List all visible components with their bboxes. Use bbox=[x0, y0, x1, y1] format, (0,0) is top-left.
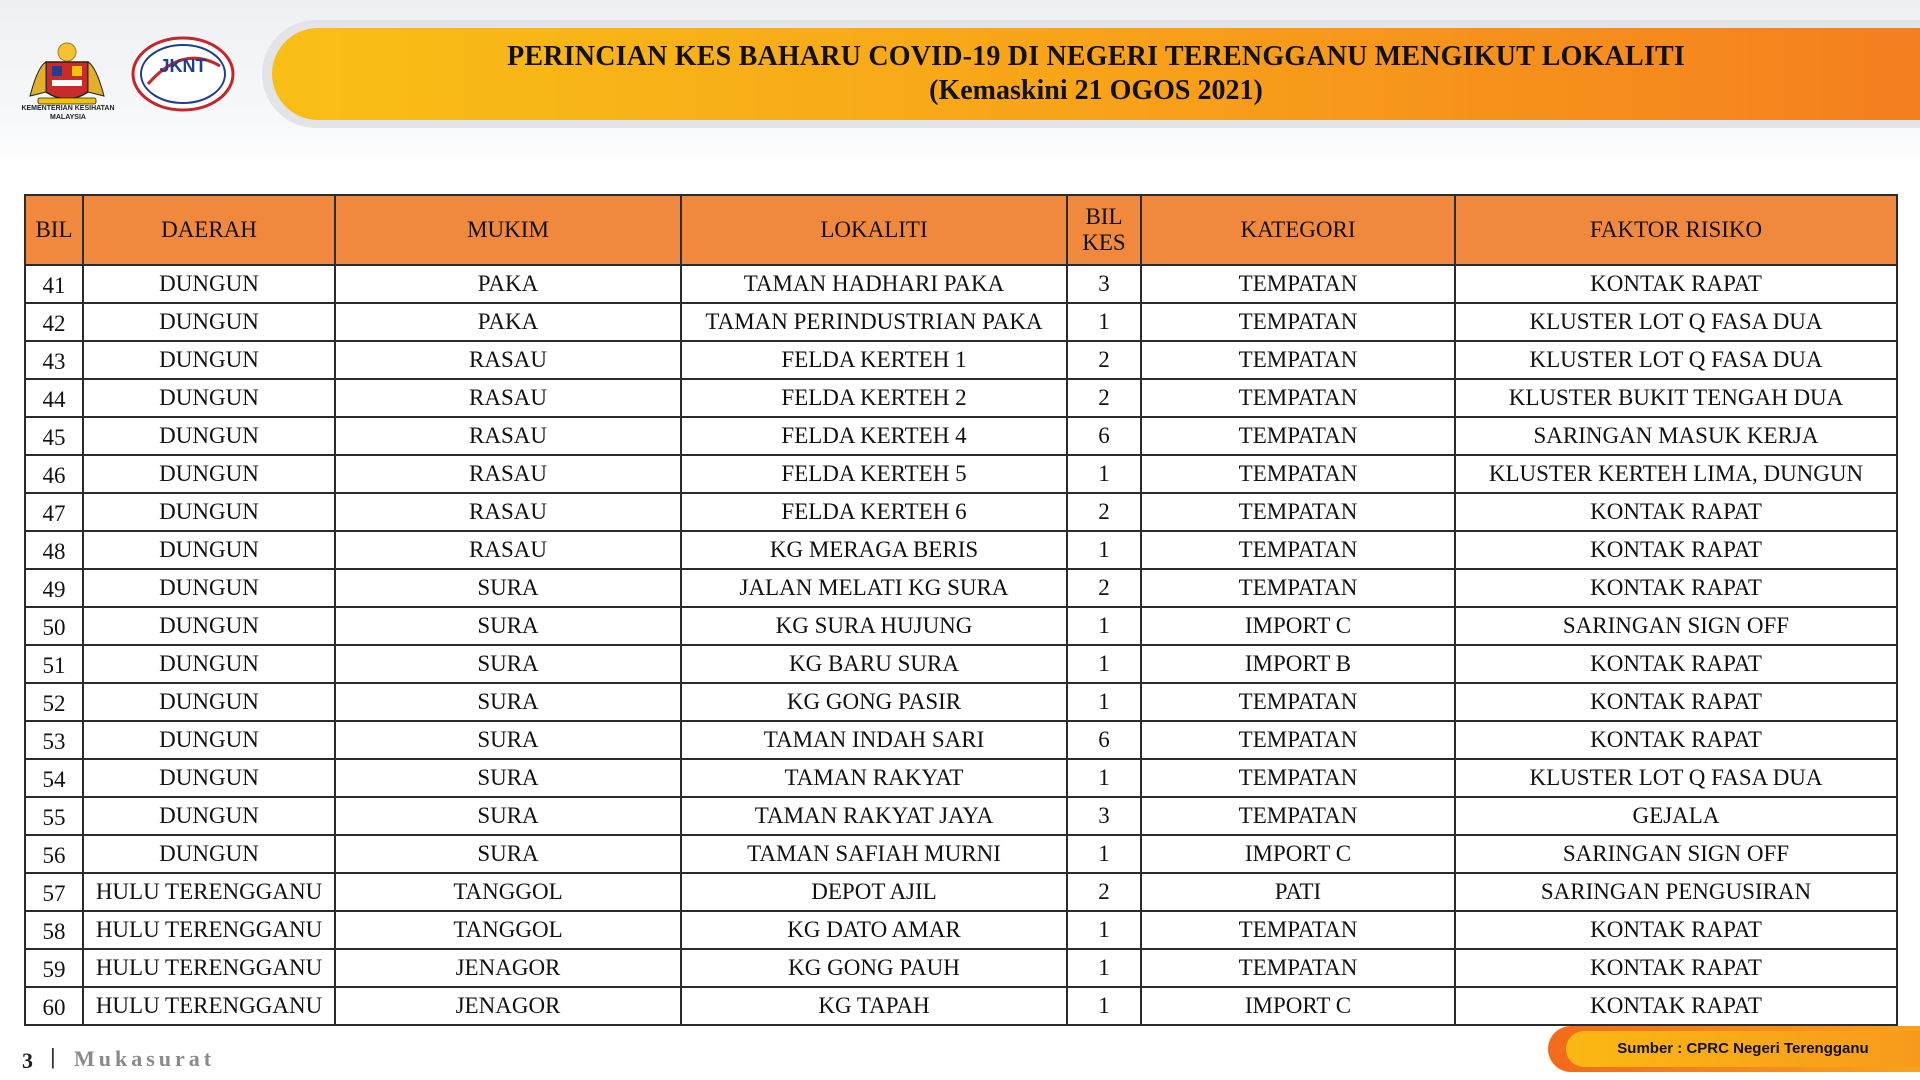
crest-caption: KEMENTERIAN KESIHATAN MALAYSIA bbox=[21, 105, 115, 121]
cell-daerah: DUNGUN bbox=[83, 645, 335, 683]
cell-faktor-risiko: KLUSTER LOT Q FASA DUA bbox=[1455, 341, 1897, 379]
cell-faktor-risiko: SARINGAN SIGN OFF bbox=[1455, 835, 1897, 873]
cell-mukim: SURA bbox=[335, 835, 681, 873]
cell-mukim: RASAU bbox=[335, 493, 681, 531]
cell-lokaliti: TAMAN SAFIAH MURNI bbox=[681, 835, 1067, 873]
cell-bil: 46 bbox=[25, 455, 83, 493]
bil-kes-line2: KES bbox=[1082, 230, 1126, 255]
cell-bil: 60 bbox=[25, 987, 83, 1025]
cell-mukim: SURA bbox=[335, 683, 681, 721]
cell-bil: 57 bbox=[25, 873, 83, 911]
cell-bil-kes: 3 bbox=[1067, 265, 1141, 303]
cell-mukim: PAKA bbox=[335, 265, 681, 303]
cell-faktor-risiko: KONTAK RAPAT bbox=[1455, 569, 1897, 607]
table-row bbox=[25, 607, 1897, 645]
cell-bil-kes: 2 bbox=[1067, 493, 1141, 531]
cell-faktor-risiko: GEJALA bbox=[1455, 797, 1897, 835]
cell-mukim: RASAU bbox=[335, 417, 681, 455]
cell-lokaliti: TAMAN HADHARI PAKA bbox=[681, 265, 1067, 303]
page-number: 3 bbox=[22, 1048, 33, 1073]
cell-bil-kes: 1 bbox=[1067, 949, 1141, 987]
cell-mukim: JENAGOR bbox=[335, 949, 681, 987]
cell-bil: 50 bbox=[25, 607, 83, 645]
cell-kategori: TEMPATAN bbox=[1141, 265, 1455, 303]
cell-kategori: TEMPATAN bbox=[1141, 569, 1455, 607]
cell-bil-kes: 1 bbox=[1067, 531, 1141, 569]
cell-kategori: TEMPATAN bbox=[1141, 303, 1455, 341]
cell-lokaliti: KG SURA HUJUNG bbox=[681, 607, 1067, 645]
cell-daerah: DUNGUN bbox=[83, 721, 335, 759]
cell-faktor-risiko: KLUSTER LOT Q FASA DUA bbox=[1455, 759, 1897, 797]
cell-faktor-risiko: KONTAK RAPAT bbox=[1455, 683, 1897, 721]
cell-daerah: DUNGUN bbox=[83, 683, 335, 721]
cell-kategori: IMPORT C bbox=[1141, 835, 1455, 873]
cell-bil: 58 bbox=[25, 911, 83, 949]
cell-bil-kes: 2 bbox=[1067, 379, 1141, 417]
cell-kategori: TEMPATAN bbox=[1141, 759, 1455, 797]
cell-faktor-risiko: KONTAK RAPAT bbox=[1455, 645, 1897, 683]
cell-lokaliti: FELDA KERTEH 1 bbox=[681, 341, 1067, 379]
cell-kategori: TEMPATAN bbox=[1141, 721, 1455, 759]
cell-lokaliti: FELDA KERTEH 2 bbox=[681, 379, 1067, 417]
table-row bbox=[25, 835, 1897, 873]
cell-bil: 45 bbox=[25, 417, 83, 455]
cell-kategori: TEMPATAN bbox=[1141, 455, 1455, 493]
cell-faktor-risiko: KONTAK RAPAT bbox=[1455, 911, 1897, 949]
cell-mukim: JENAGOR bbox=[335, 987, 681, 1025]
title-banner bbox=[272, 28, 1920, 120]
table-row bbox=[25, 265, 1897, 303]
cases-table bbox=[24, 194, 1898, 1026]
cell-lokaliti: DEPOT AJIL bbox=[681, 873, 1067, 911]
cell-kategori: IMPORT B bbox=[1141, 645, 1455, 683]
table-row bbox=[25, 987, 1897, 1025]
bil-kes-line1: BIL bbox=[1085, 204, 1123, 229]
cell-kategori: TEMPATAN bbox=[1141, 417, 1455, 455]
table-row bbox=[25, 683, 1897, 721]
cell-daerah: DUNGUN bbox=[83, 759, 335, 797]
cell-kategori: IMPORT C bbox=[1141, 987, 1455, 1025]
cell-daerah: HULU TERENGGANU bbox=[83, 911, 335, 949]
cell-daerah: DUNGUN bbox=[83, 569, 335, 607]
table-row bbox=[25, 721, 1897, 759]
cell-daerah: DUNGUN bbox=[83, 455, 335, 493]
column-header-bil-kes bbox=[1067, 195, 1141, 265]
cell-kategori: IMPORT C bbox=[1141, 607, 1455, 645]
column-header-kategori: KATEGORI bbox=[1141, 195, 1455, 265]
cell-bil-kes: 1 bbox=[1067, 683, 1141, 721]
cell-bil: 44 bbox=[25, 379, 83, 417]
cell-bil: 52 bbox=[25, 683, 83, 721]
cell-bil-kes: 1 bbox=[1067, 987, 1141, 1025]
column-header-daerah: DAERAH bbox=[83, 195, 335, 265]
cell-daerah: DUNGUN bbox=[83, 417, 335, 455]
cell-daerah: HULU TERENGGANU bbox=[83, 873, 335, 911]
table-body bbox=[25, 265, 1897, 1025]
cell-mukim: RASAU bbox=[335, 455, 681, 493]
cell-bil-kes: 1 bbox=[1067, 911, 1141, 949]
table-row bbox=[25, 417, 1897, 455]
footer-separator: | bbox=[50, 1044, 56, 1069]
cell-kategori: TEMPATAN bbox=[1141, 911, 1455, 949]
cell-bil: 51 bbox=[25, 645, 83, 683]
cell-bil: 56 bbox=[25, 835, 83, 873]
cell-daerah: DUNGUN bbox=[83, 607, 335, 645]
cell-bil-kes: 6 bbox=[1067, 417, 1141, 455]
table-row bbox=[25, 493, 1897, 531]
cell-mukim: SURA bbox=[335, 797, 681, 835]
cell-lokaliti: KG GONG PASIR bbox=[681, 683, 1067, 721]
cell-daerah: DUNGUN bbox=[83, 303, 335, 341]
cell-bil-kes: 2 bbox=[1067, 569, 1141, 607]
cell-faktor-risiko: KLUSTER KERTEH LIMA, DUNGUN bbox=[1455, 455, 1897, 493]
cell-bil: 43 bbox=[25, 341, 83, 379]
cell-kategori: TEMPATAN bbox=[1141, 493, 1455, 531]
table-row bbox=[25, 531, 1897, 569]
cell-daerah: DUNGUN bbox=[83, 531, 335, 569]
cell-bil: 49 bbox=[25, 569, 83, 607]
table-row bbox=[25, 379, 1897, 417]
cell-mukim: SURA bbox=[335, 645, 681, 683]
cell-mukim: RASAU bbox=[335, 379, 681, 417]
page-label: Mukasurat bbox=[74, 1046, 216, 1071]
cell-bil-kes: 1 bbox=[1067, 303, 1141, 341]
cell-daerah: HULU TERENGGANU bbox=[83, 987, 335, 1025]
table-row bbox=[25, 455, 1897, 493]
cell-kategori: TEMPATAN bbox=[1141, 797, 1455, 835]
cell-faktor-risiko: SARINGAN MASUK KERJA bbox=[1455, 417, 1897, 455]
table-row bbox=[25, 645, 1897, 683]
cell-mukim: PAKA bbox=[335, 303, 681, 341]
column-header-lokaliti: LOKALITI bbox=[681, 195, 1067, 265]
cell-bil-kes: 2 bbox=[1067, 341, 1141, 379]
table-row bbox=[25, 341, 1897, 379]
cell-daerah: DUNGUN bbox=[83, 379, 335, 417]
cell-lokaliti: KG TAPAH bbox=[681, 987, 1067, 1025]
cell-bil: 55 bbox=[25, 797, 83, 835]
cell-bil-kes: 1 bbox=[1067, 607, 1141, 645]
cell-bil-kes: 1 bbox=[1067, 835, 1141, 873]
cell-bil: 53 bbox=[25, 721, 83, 759]
cell-kategori: TEMPATAN bbox=[1141, 531, 1455, 569]
cell-faktor-risiko: SARINGAN SIGN OFF bbox=[1455, 607, 1897, 645]
cell-daerah: DUNGUN bbox=[83, 797, 335, 835]
cell-faktor-risiko: KONTAK RAPAT bbox=[1455, 493, 1897, 531]
cell-bil: 54 bbox=[25, 759, 83, 797]
table-row bbox=[25, 759, 1897, 797]
column-header-faktor-risiko: FAKTOR RISIKO bbox=[1455, 195, 1897, 265]
cell-lokaliti: KG GONG PAUH bbox=[681, 949, 1067, 987]
cell-mukim: TANGGOL bbox=[335, 873, 681, 911]
cell-faktor-risiko: KONTAK RAPAT bbox=[1455, 531, 1897, 569]
cell-mukim: SURA bbox=[335, 759, 681, 797]
table-row bbox=[25, 797, 1897, 835]
cell-faktor-risiko: KONTAK RAPAT bbox=[1455, 265, 1897, 303]
page-subtitle-date: (Kemaskini 21 OGOS 2021) bbox=[929, 75, 1263, 106]
cell-lokaliti: TAMAN RAKYAT JAYA bbox=[681, 797, 1067, 835]
cell-lokaliti: KG MERAGA BERIS bbox=[681, 531, 1067, 569]
cell-daerah: DUNGUN bbox=[83, 493, 335, 531]
cell-kategori: PATI bbox=[1141, 873, 1455, 911]
cell-mukim: RASAU bbox=[335, 531, 681, 569]
cell-faktor-risiko: KONTAK RAPAT bbox=[1455, 987, 1897, 1025]
cell-kategori: TEMPATAN bbox=[1141, 949, 1455, 987]
table-row bbox=[25, 303, 1897, 341]
cell-daerah: DUNGUN bbox=[83, 835, 335, 873]
cell-lokaliti: FELDA KERTEH 5 bbox=[681, 455, 1067, 493]
cell-faktor-risiko: KLUSTER LOT Q FASA DUA bbox=[1455, 303, 1897, 341]
cell-bil-kes: 3 bbox=[1067, 797, 1141, 835]
cell-faktor-risiko: KONTAK RAPAT bbox=[1455, 949, 1897, 987]
cell-bil: 42 bbox=[25, 303, 83, 341]
cell-mukim: SURA bbox=[335, 721, 681, 759]
page-title: PERINCIAN KES BAHARU COVID-19 DI NEGERI TERENGGANU MENGIKUT LOKALITI bbox=[507, 41, 1685, 72]
table-header-row bbox=[25, 195, 1897, 265]
column-header-mukim: MUKIM bbox=[335, 195, 681, 265]
cell-lokaliti: KG BARU SURA bbox=[681, 645, 1067, 683]
cell-lokaliti: TAMAN INDAH SARI bbox=[681, 721, 1067, 759]
cell-faktor-risiko: SARINGAN PENGUSIRAN bbox=[1455, 873, 1897, 911]
column-header-bil: BIL bbox=[25, 195, 83, 265]
cell-bil-kes: 1 bbox=[1067, 455, 1141, 493]
cell-lokaliti: KG DATO AMAR bbox=[681, 911, 1067, 949]
cell-daerah: HULU TERENGGANU bbox=[83, 949, 335, 987]
cell-bil-kes: 1 bbox=[1067, 759, 1141, 797]
cell-bil: 47 bbox=[25, 493, 83, 531]
table-row bbox=[25, 873, 1897, 911]
cell-bil-kes: 2 bbox=[1067, 873, 1141, 911]
cell-lokaliti: TAMAN RAKYAT bbox=[681, 759, 1067, 797]
cell-bil: 48 bbox=[25, 531, 83, 569]
cell-mukim: RASAU bbox=[335, 341, 681, 379]
table-row bbox=[25, 569, 1897, 607]
jknt-logo bbox=[128, 34, 238, 114]
cell-bil: 41 bbox=[25, 265, 83, 303]
cell-lokaliti: FELDA KERTEH 4 bbox=[681, 417, 1067, 455]
cell-bil: 59 bbox=[25, 949, 83, 987]
cell-lokaliti: JALAN MELATI KG SURA bbox=[681, 569, 1067, 607]
cell-lokaliti: TAMAN PERINDUSTRIAN PAKA bbox=[681, 303, 1067, 341]
cell-bil-kes: 1 bbox=[1067, 645, 1141, 683]
source-text: Sumber : CPRC Negeri Terengganu bbox=[1566, 1031, 1920, 1067]
cell-daerah: DUNGUN bbox=[83, 265, 335, 303]
cell-mukim: TANGGOL bbox=[335, 911, 681, 949]
cell-faktor-risiko: KLUSTER BUKIT TENGAH DUA bbox=[1455, 379, 1897, 417]
cell-faktor-risiko: KONTAK RAPAT bbox=[1455, 721, 1897, 759]
cell-kategori: TEMPATAN bbox=[1141, 683, 1455, 721]
cell-kategori: TEMPATAN bbox=[1141, 341, 1455, 379]
table-row bbox=[25, 911, 1897, 949]
cell-kategori: TEMPATAN bbox=[1141, 379, 1455, 417]
cell-mukim: SURA bbox=[335, 607, 681, 645]
table-row bbox=[25, 949, 1897, 987]
cell-lokaliti: FELDA KERTEH 6 bbox=[681, 493, 1067, 531]
cell-mukim: SURA bbox=[335, 569, 681, 607]
cell-bil-kes: 6 bbox=[1067, 721, 1141, 759]
cell-daerah: DUNGUN bbox=[83, 341, 335, 379]
jknt-logo-text: JKNT bbox=[159, 56, 207, 76]
